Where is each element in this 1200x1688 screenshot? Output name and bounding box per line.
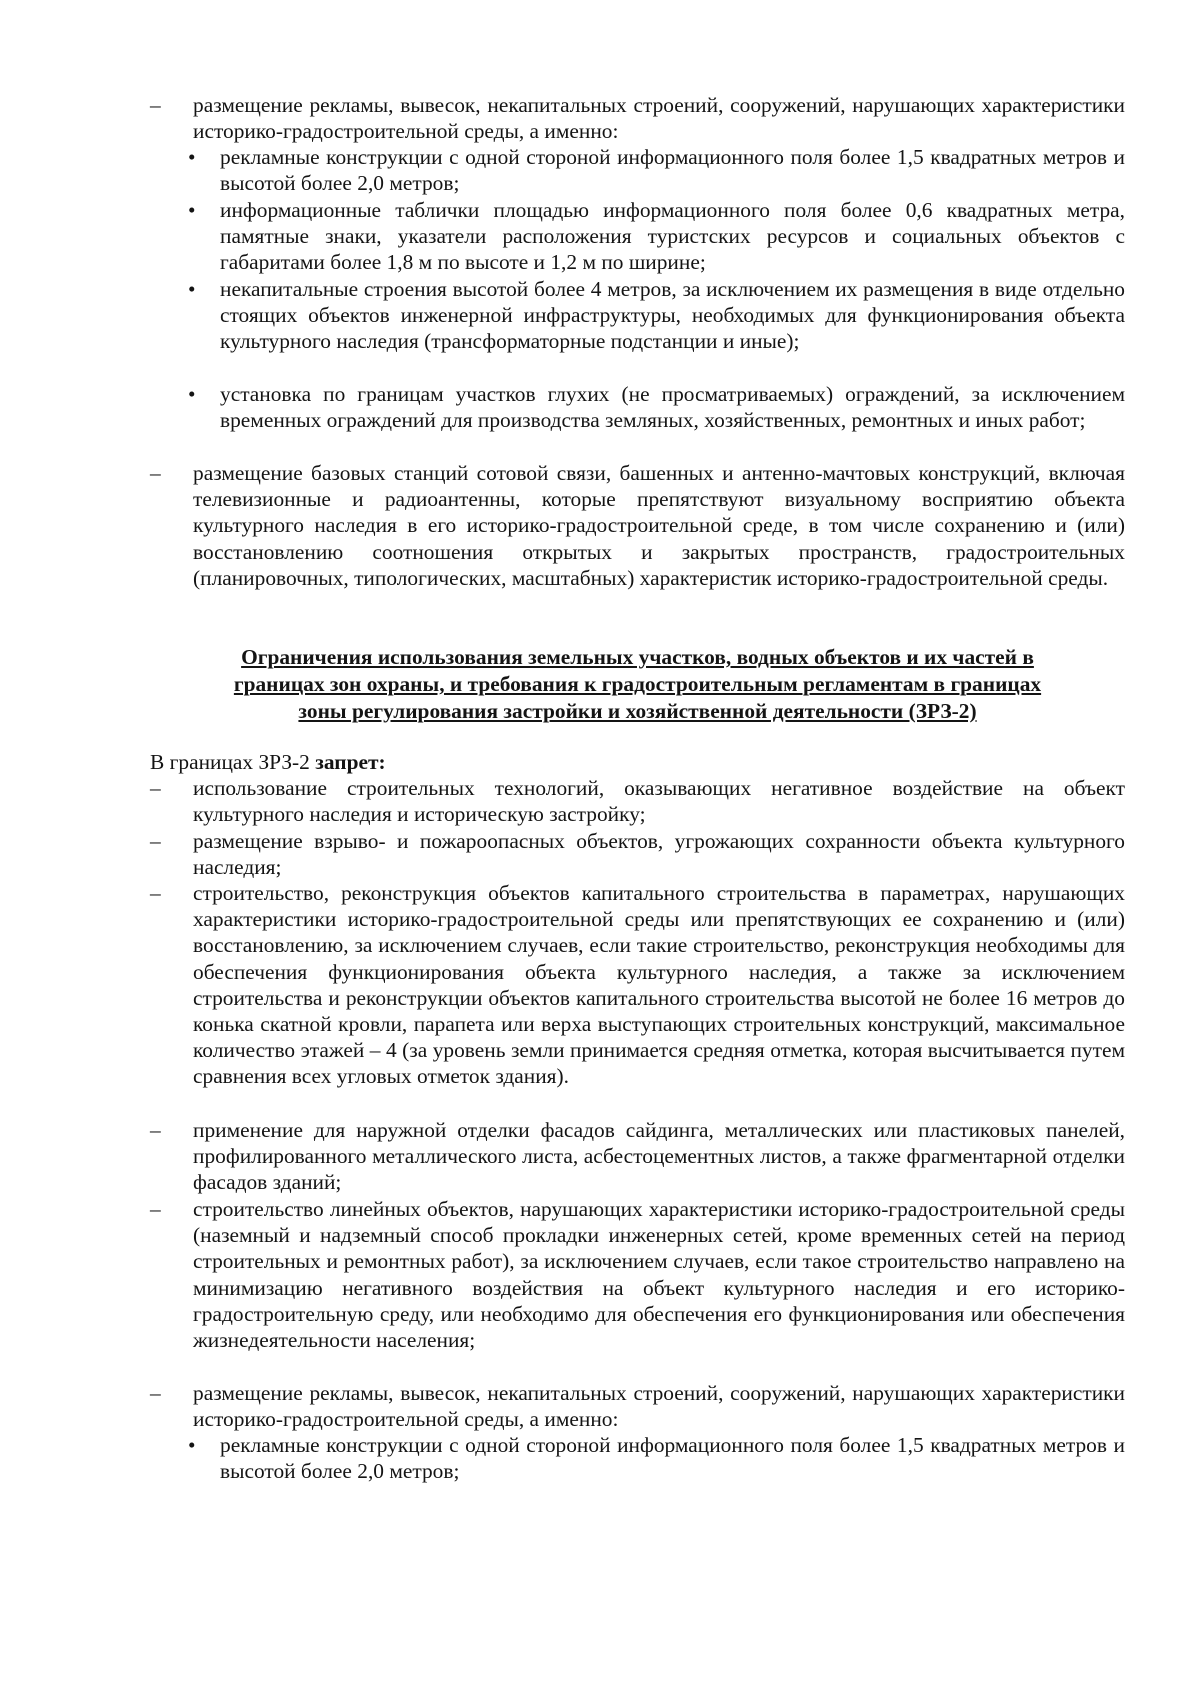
sub-list-item: рекламные конструкции с одной стороной информационного поля более 1,5 квадратных метров и высотой более 2,0 метров; [220,1433,1125,1484]
bullet-marker: • [188,145,196,169]
sub-list-item: установка по границам участков глухих (не просматриваемых) ограждений, за исключением временных ограждений для производства земляных, хозяйственных, ремонтных и иных работ; [220,382,1125,433]
list-marker: – [150,776,161,800]
list-item: размещение базовых станций сотовой связи, башенных и антенно-мачтовых конструкций, включая телевизионные и радиоантенны, которые препятствуют визуальному восприятию объекта культурного наследия в его историко-градостроительной среде, в том числе сохранению и (или) восстановлению соотношения открытых и закрытых пространств, градостроительных (планировочных, типологических, масштабных) характеристик историко-градостроительной среды. [193,461,1125,590]
heading-line: границах зон охраны, и требования к градостроительным регламентам в границах [233,671,1042,696]
section-heading [150,644,1125,724]
list-item: строительство линейных объектов, нарушающих характеристики историко-градостроительной среды (наземный и надземный способ прокладки инженерных сетей, кроме временных сетей на период строительных и ремонтных работ), за исключением случаев, если такое строительство направлено на минимизацию негативного воздействия на объект культурного наследия и его историко-градостроительную среду, или необходимо для обеспечения его функционирования или обеспечения жизнедеятельности населения; [193,1197,1125,1353]
bullet-marker: • [188,198,196,222]
list-marker: – [150,829,161,853]
heading-line: зоны регулирования застройки и хозяйственной деятельности (ЗРЗ-2) [298,698,977,723]
sub-list-item: некапитальные строения высотой более 4 метров, за исключением их размещения в виде отдельно стоящих объектов инженерной инфраструктуры, необходимых для функционирования объекта культурного наследия (трансформаторные подстанции и иные); [220,277,1125,354]
list-item: размещение рекламы, вывесок, некапитальных строений, сооружений, нарушающих характеристики историко-градостроительной среды, а именно: [193,93,1125,144]
bullet-marker: • [188,1433,196,1457]
bullet-marker: • [188,382,196,406]
list-marker: – [150,881,161,905]
list-item: размещение рекламы, вывесок, некапитальных строений, сооружений, нарушающих характеристики историко-градостроительной среды, а именно: [193,1381,1125,1432]
intro-line [150,749,1125,775]
list-marker: – [150,93,161,117]
list-item: применение для наружной отделки фасадов сайдинга, металлических или пластиковых панелей, профилированного металлического листа, асбестоцементных листов, а также фрагментарной отделки фасадов зданий; [193,1118,1125,1195]
sub-list-item: информационные таблички площадью информационного поля более 0,6 квадратных метра, памятные знаки, указатели расположения туристских ресурсов и социальных объектов с габаритами более 1,8 м по высоте и 1,2 м по ширине; [220,198,1125,275]
bullet-marker: • [188,277,196,301]
intro-prefix: В границах ЗРЗ-2 [150,750,310,774]
list-marker: – [150,1197,161,1221]
list-marker: – [150,1381,161,1405]
sub-list-item: рекламные конструкции с одной стороной информационного поля более 1,5 квадратных метров и высотой более 2,0 метров; [220,145,1125,196]
list-item: размещение взрыво- и пожароопасных объектов, угрожающих сохранности объекта культурного наследия; [193,829,1125,880]
list-item: строительство, реконструкция объектов капитального строительства в параметрах, нарушающих характеристики историко-градостроительной среды или препятствующих ее сохранению и (или) восстановлению, за исключением случаев, если такие строительство, реконструкция необходимы для обеспечения функционирования объекта культурного наследия, а также за исключением строительства и реконструкции объектов капитального строительства высотой не более 16 метров до конька скатной кровли, парапета или верха выступающих строительных конструкций, максимальное количество этажей – 4 (за уровень земли принимается средняя отметка, которая высчитывается путем сравнения всех угловых отметок здания). [193,881,1125,1089]
intro-bold: запрет: [315,750,386,774]
list-marker: – [150,1118,161,1142]
heading-line: Ограничения использования земельных участков, водных объектов и их частей в [241,645,1034,669]
list-item: использование строительных технологий, оказывающих негативное воздействие на объект культурного наследия и историческую застройку; [193,776,1125,827]
list-marker: – [150,461,161,485]
